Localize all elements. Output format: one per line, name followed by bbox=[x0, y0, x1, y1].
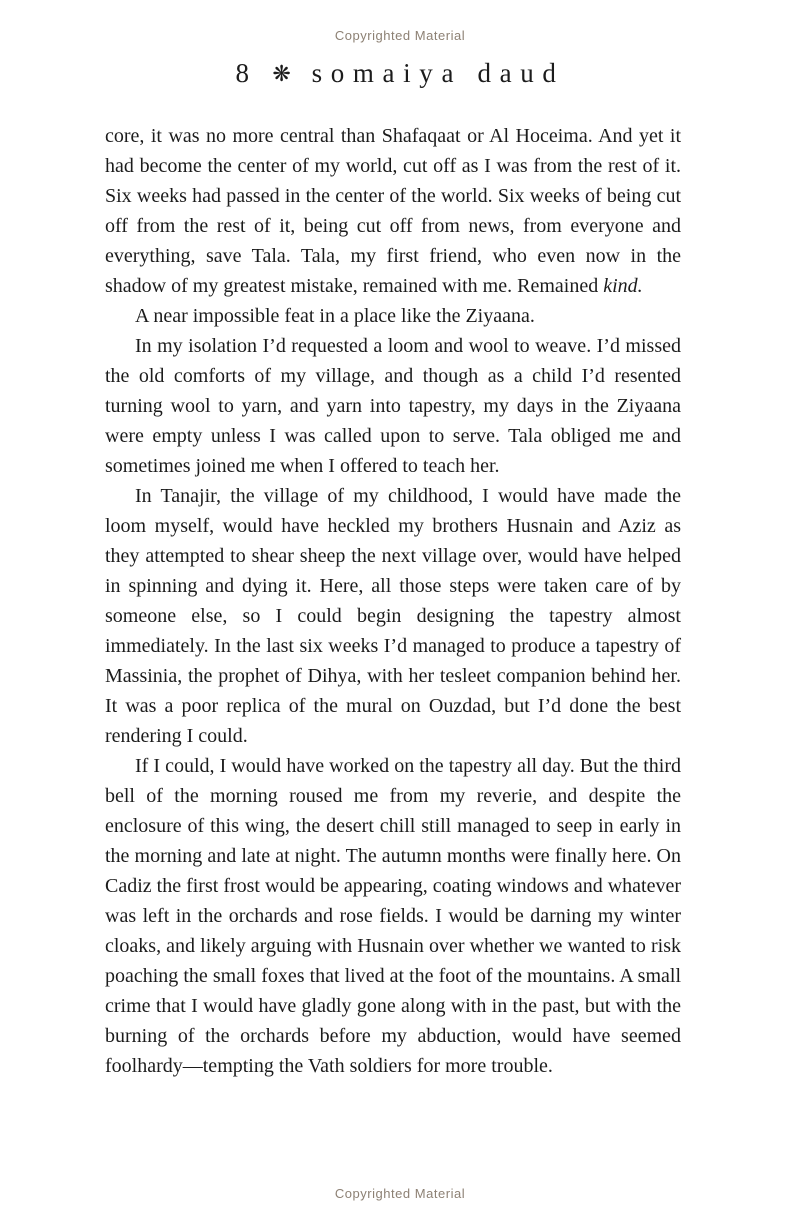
copyright-notice-bottom: Copyrighted Material bbox=[334, 1186, 466, 1201]
asterisk-ornament-icon: ❋ bbox=[272, 61, 291, 86]
page-number: 8 bbox=[235, 58, 252, 88]
paragraph bbox=[105, 751, 681, 1081]
author-name: somaiya daud bbox=[311, 58, 565, 88]
text-run: If I could, I would have worked on the tapestry all day. But the third bell of the morning roused me from my reverie, and despite the enclosure of this wing, the desert chill still managed to seep in early in the morning and late at night. The autumn months were finally here. On Cadiz the first frost would be appearing, coating windows and whatever was left in the orchards and rose fields. I would be darning my winter cloaks, and likely arguing with Husnain over whether we wanted to risk poaching the small foxes that lived at the foot of the mountains. A small crime that I would have gladly gone along with in the past, but with the burning of the orchards before my abduction, would have seemed foolhardy—tempting the Vath soldiers for more trouble. bbox=[105, 755, 681, 1077]
paragraph bbox=[105, 331, 681, 481]
page-header bbox=[0, 58, 800, 89]
body-text bbox=[105, 121, 681, 1081]
text-run: core, it was no more central than Shafaqaat or Al Hoceima. And yet it had become the center of my world, cut off as I was from the rest of it. Six weeks had passed in the center of the world. Six weeks of being cut off from the rest of it, being cut off from news, from everyone and everything, save Tala. Tala, my first friend, who even now in the shadow of my greatest mistake, remained with me. Remained bbox=[105, 125, 681, 297]
text-run: In my isolation I’d requested a loom and wool to weave. I’d missed the old comforts of my village, and though as a child I’d resented turning wool to yarn, and yarn into tapestry, my days in the Ziyaana were empty unless I was called upon to serve. Tala obliged me and sometimes joined me when I offered to teach her. bbox=[105, 335, 681, 477]
text-run: In Tanajir, the village of my childhood, I would have made the loom myself, would have heckled my brothers Husnain and Aziz as they attempted to shear sheep the next village over, would have helped in spinning and dying it. Here, all those steps were taken care of by someone else, so I could begin designing the tapestry almost immediately. In the last six weeks I’d managed to produce a tapestry of Massinia, the prophet of Dihya, with her tesleet companion behind her. It was a poor replica of the mural on Ouzdad, but I’d done the best rendering I could. bbox=[105, 485, 681, 747]
paragraph bbox=[105, 121, 681, 301]
paragraph bbox=[105, 301, 681, 331]
copyright-notice-top: Copyrighted Material bbox=[334, 28, 466, 43]
italic-text-run: kind. bbox=[603, 275, 643, 297]
text-run: A near impossible feat in a place like the Ziyaana. bbox=[135, 305, 535, 327]
paragraph bbox=[105, 481, 681, 751]
